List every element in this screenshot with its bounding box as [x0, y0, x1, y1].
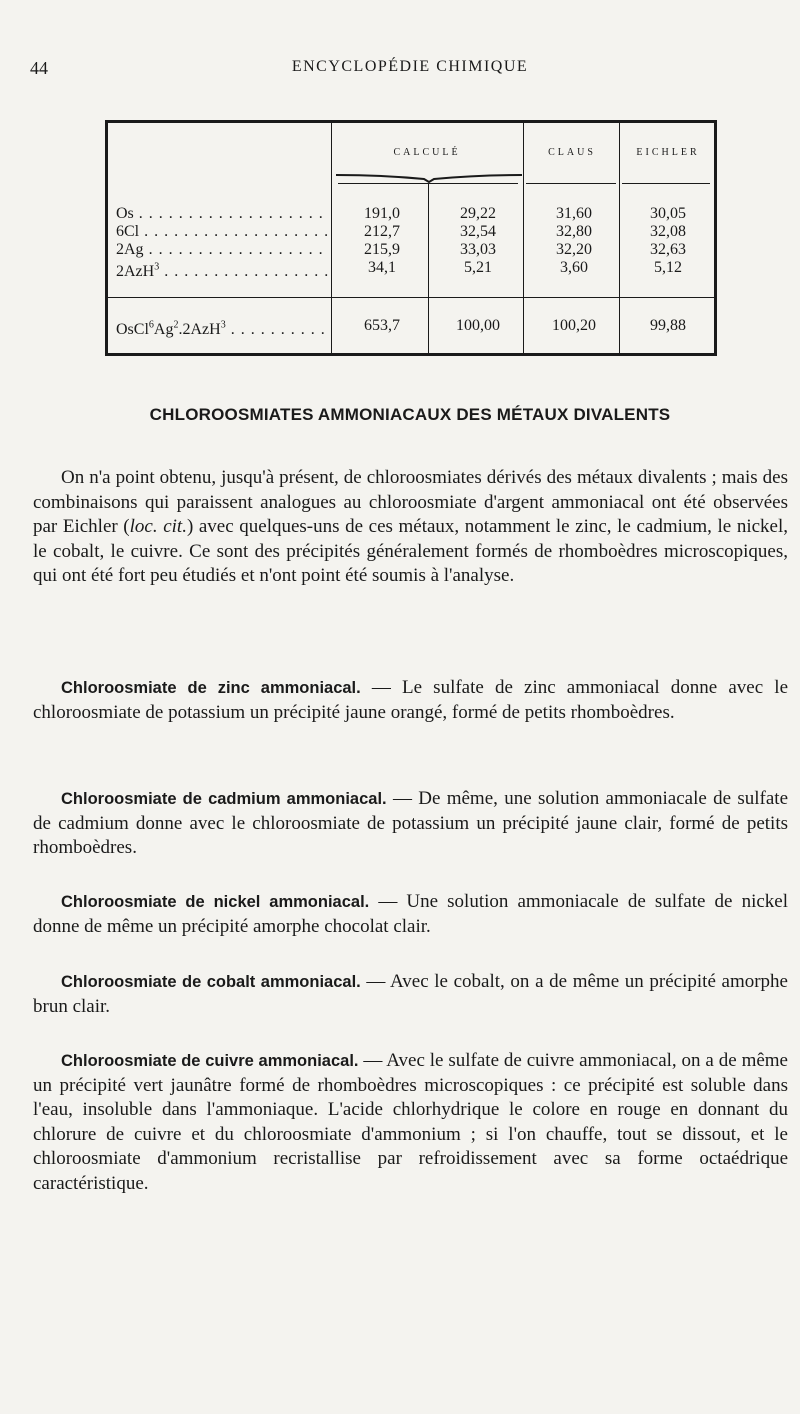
- cell-eichler: 5,12: [654, 259, 682, 276]
- page-number: 44: [30, 58, 48, 78]
- section-heading: CHLOROOSMIATES AMMONIACAUX DES MÉTAUX DIVALENTS: [149, 405, 671, 424]
- cell-calc-mass: 212,7: [364, 223, 400, 240]
- total-eichler: 99,88: [650, 317, 686, 334]
- cell-claus: 3,60: [560, 259, 588, 276]
- cell-claus: 32,80: [556, 223, 592, 240]
- brace-mark: [336, 173, 522, 183]
- entry-cobalt: Chloroosmiate de cobalt ammoniacal. — Avec le cobalt, on a de même un précipité amorphe brun clair.: [33, 971, 788, 1017]
- table-row: [108, 259, 714, 281]
- cell-claus: 31,60: [556, 205, 592, 222]
- header-rule: [526, 183, 616, 184]
- entry-title: Chloroosmiate de nickel ammoniacal.: [61, 893, 370, 911]
- running-head: [30, 58, 790, 82]
- cell-calc-mass: 191,0: [364, 205, 400, 222]
- cell-eichler: 32,63: [650, 241, 686, 258]
- composition-table: [105, 120, 717, 356]
- total-rule: [108, 297, 714, 298]
- entry-zinc: Chloroosmiate de zinc ammoniacal. — Le sulfate de zinc ammoniacal donne avec le chloroosmiate de potassium un précipité jaune orangé, formé de petits rhomboèdres.: [33, 677, 788, 723]
- entry-cuivre: Chloroosmiate de cuivre ammoniacal. — Avec le sulfate de cuivre ammoniacal, on a de même un précipité vert jaunâtre formé de rhomboèdres microscopiques : ce précipité est soluble dans l'eau, insoluble dans l'ammoniaque. L'acide chlorhydrique le colore en rouge en donnant du chlorure de cuivre et du chloroosmiate d'ammonium ; si l'on chauffe, tout se dissout, et le chloroosmiate d'ammonium recristallise par refroidissement avec sa forme octaédrique caractéristique.: [33, 1050, 788, 1194]
- row-label: Os . . .: [116, 205, 328, 223]
- table-row: [108, 241, 714, 259]
- header-eichler: EICHLER: [636, 147, 700, 158]
- row-label: 6Cl . . .: [116, 223, 328, 241]
- total-calc-pct: 100,00: [456, 317, 500, 334]
- cell-calc-mass: 215,9: [364, 241, 400, 258]
- citation: loc. cit.: [129, 516, 187, 537]
- cell-claus: 32,20: [556, 241, 592, 258]
- entry-title: Chloroosmiate de zinc ammoniacal.: [61, 679, 361, 697]
- header-calcule: CALCULÉ: [393, 147, 461, 158]
- total-calc-mass: 653,7: [364, 317, 400, 334]
- cell-calc-mass: 34,1: [368, 259, 396, 276]
- cell-calc-pct: 32,54: [460, 223, 496, 240]
- entry-title: Chloroosmiate de cadmium ammoniacal.: [61, 790, 387, 808]
- cell-calc-pct: 29,22: [460, 205, 496, 222]
- header-claus: CLAUS: [548, 147, 596, 158]
- total-label: OsCl$^6$Ag$^2$.2AzH$^3$ . . .: [116, 317, 328, 339]
- cell-eichler: 30,05: [650, 205, 686, 222]
- header-rule: [622, 183, 710, 184]
- cell-calc-pct: 5,21: [464, 259, 492, 276]
- intro-paragraph: On n'a point obtenu, jusqu'à présent, de chloroosmiates dérivés des métaux divalents ; mais des combinaisons qui paraissent analogues au chloroosmiate d'argent ammoniacal ont été observées par Eichler (loc. cit.) avec quelques-uns de ces métaux, notamment le zinc, le cadmium, le nickel, le cobalt, le cuivre. Ce sont des précipités généralement formés de rhomboèdres microscopiques, qui ont été fort peu étudiés et n'ont point été soumis à l'analyse.: [33, 467, 788, 586]
- total-claus: 100,20: [552, 317, 596, 334]
- table-total-row: [108, 317, 714, 339]
- cell-calc-pct: 33,03: [460, 241, 496, 258]
- row-label: 2AzH$^3$ . . .: [116, 259, 328, 281]
- entry-cadmium: Chloroosmiate de cadmium ammoniacal. — De même, une solution ammoniacale de sulfate de cadmium donne avec le chloroosmiate de potassium un précipité jaune clair, formé de petits rhomboèdres.: [33, 788, 788, 858]
- running-title: ENCYCLOPÉDIE CHIMIQUE: [291, 58, 529, 75]
- header-rule: [338, 183, 518, 184]
- table-row: [108, 205, 714, 223]
- entry-nickel: Chloroosmiate de nickel ammoniacal. — Une solution ammoniacale de sulfate de nickel donne de même un précipité amorphe chocolat clair.: [33, 891, 788, 937]
- row-label: 2Ag . . .: [116, 241, 328, 259]
- entry-title: Chloroosmiate de cobalt ammoniacal.: [61, 973, 361, 991]
- entry-title: Chloroosmiate de cuivre ammoniacal.: [61, 1052, 359, 1070]
- table-row: [108, 223, 714, 241]
- cell-eichler: 32,08: [650, 223, 686, 240]
